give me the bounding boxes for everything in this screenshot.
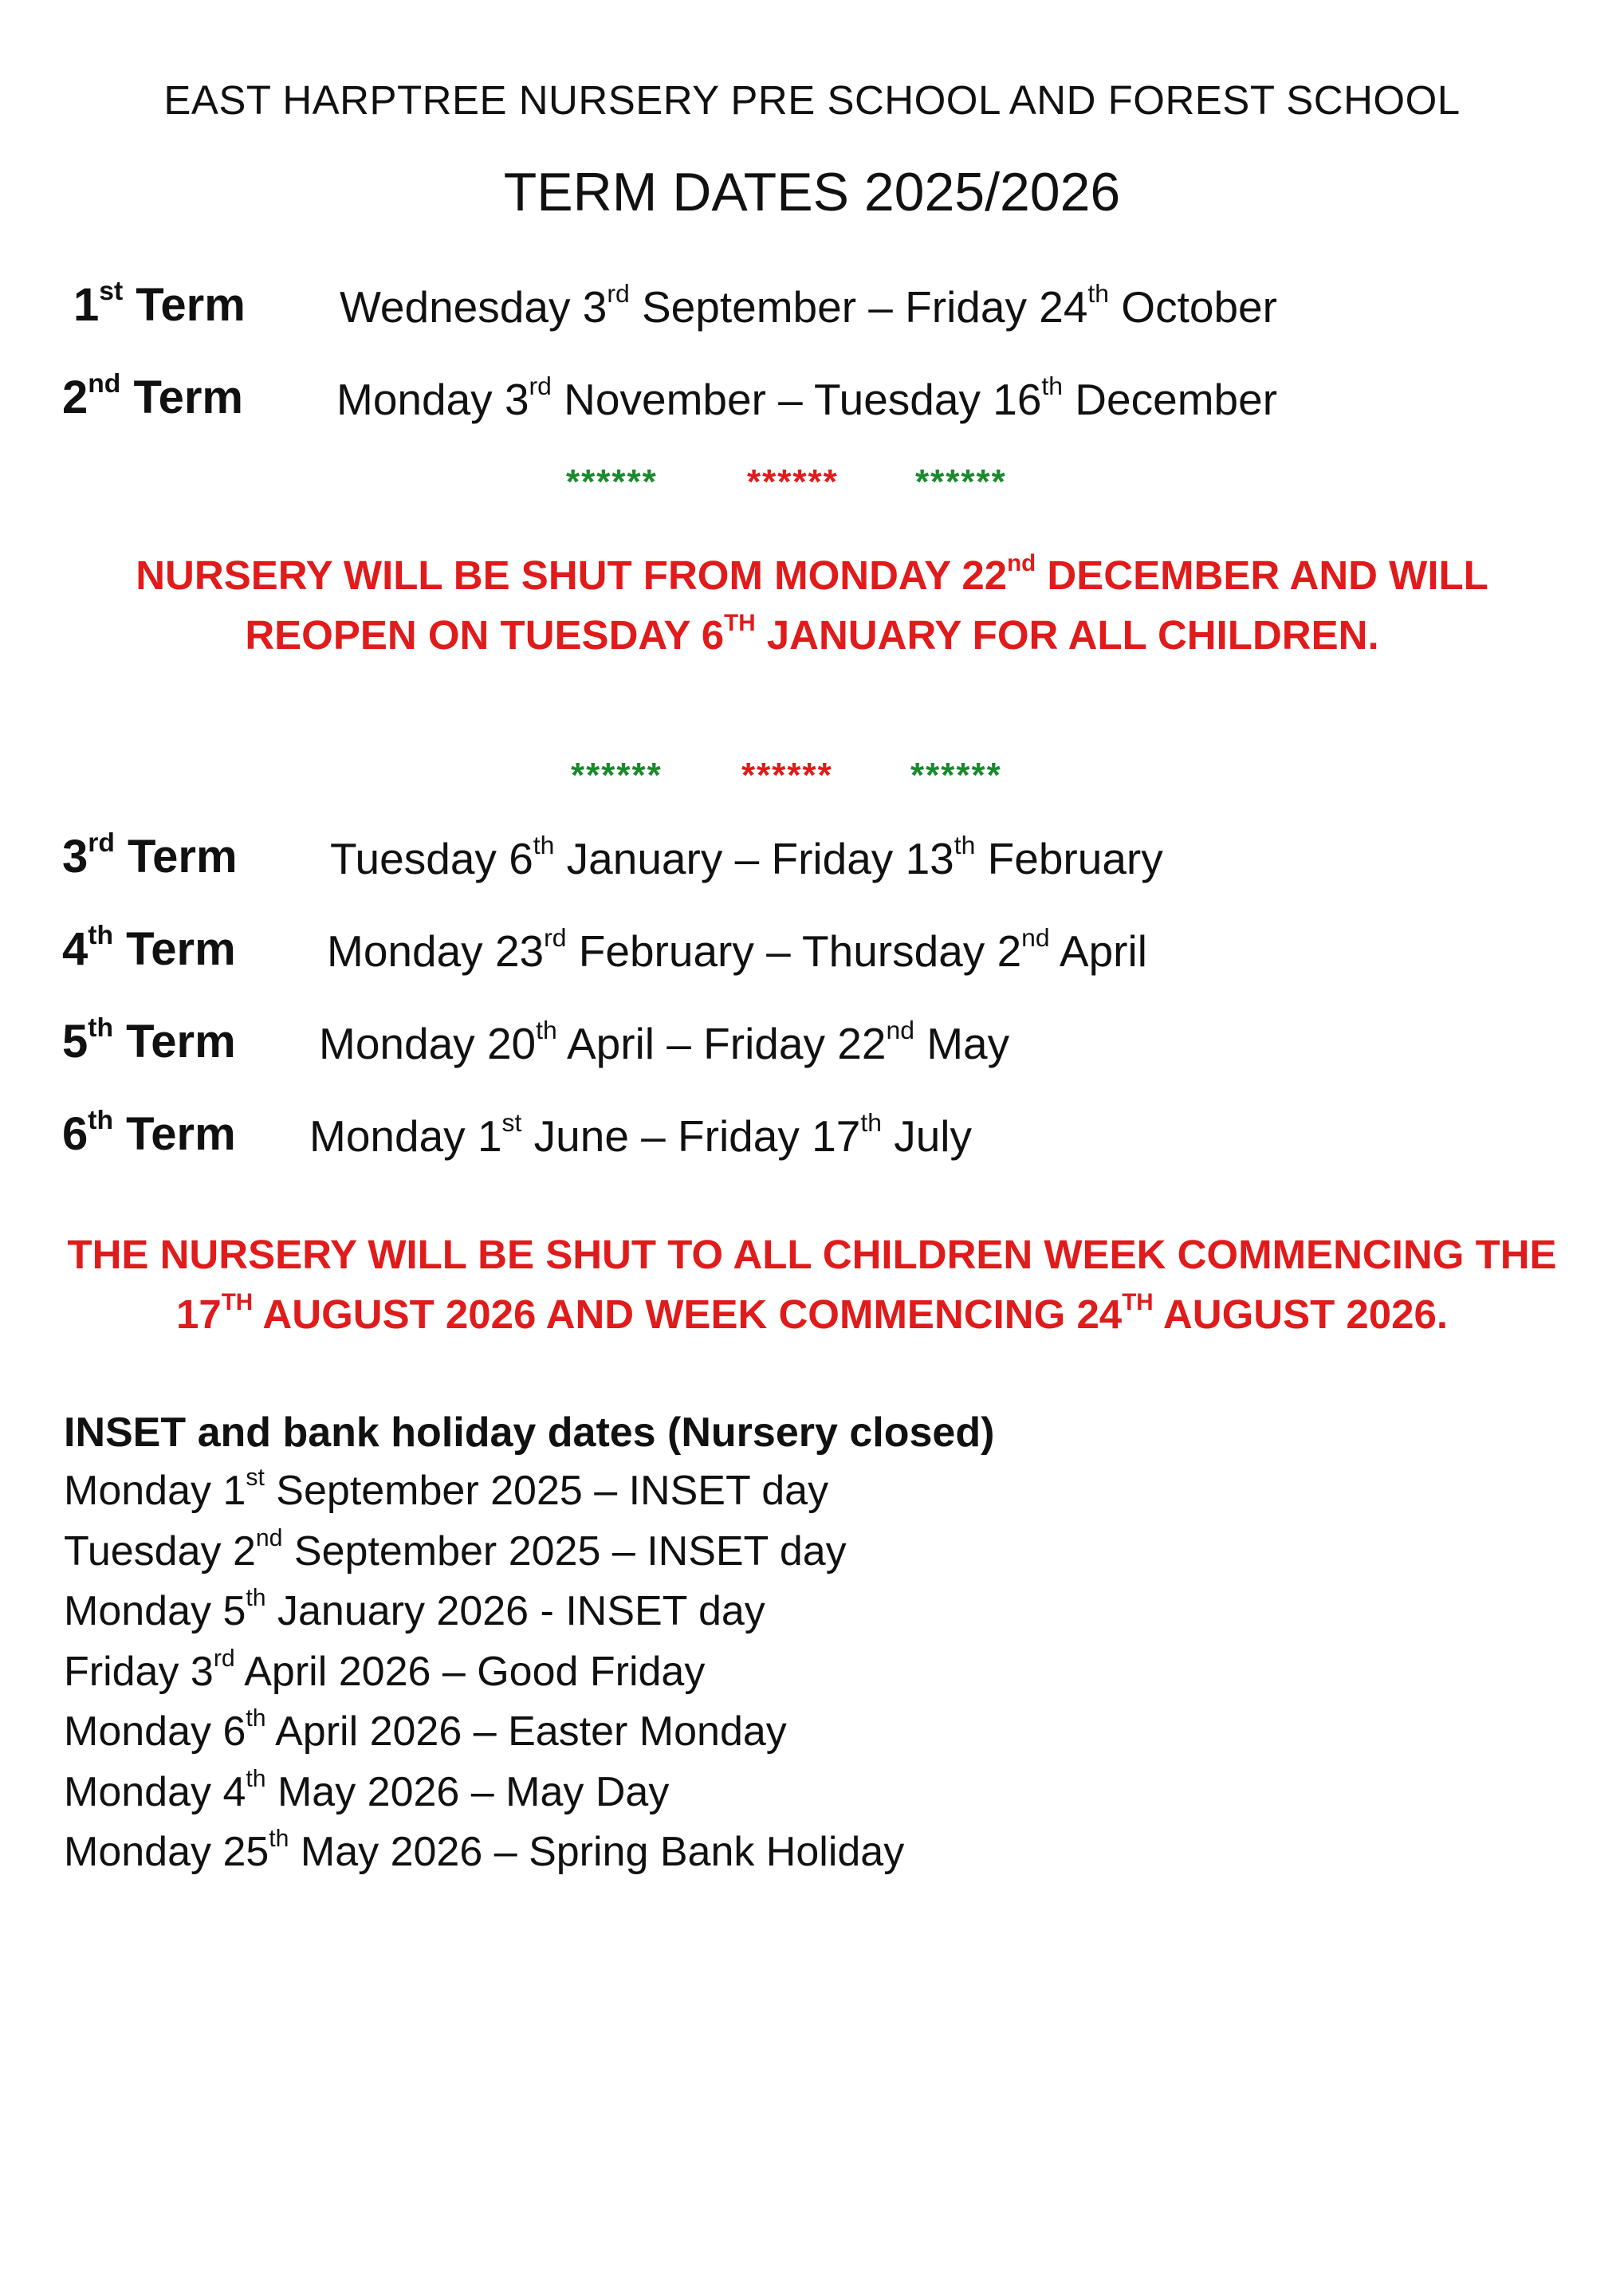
- star-divider-red: ******: [747, 462, 839, 501]
- star-divider-green: ******: [571, 756, 663, 795]
- school-name: EAST HARPTREE NURSERY PRE SCHOOL AND FOREST SCHOOL: [163, 77, 1461, 123]
- inset-list: [64, 1461, 904, 1883]
- term-4-dates: Monday 23rd February – Thursday 2nd April: [327, 923, 1147, 976]
- list-item: Monday 1st September 2025 – INSET day: [64, 1464, 829, 1514]
- term-2-label: 2nd Term: [62, 368, 243, 423]
- term-5-label: 5th Term: [62, 1012, 236, 1067]
- star-divider-green: ******: [915, 462, 1007, 501]
- term-6-dates: Monday 1st June – Friday 17th July: [309, 1108, 973, 1161]
- notice-line: NURSERY WILL BE SHUT FROM MONDAY 22nd DECEMBER AND WILL: [136, 549, 1488, 598]
- christmas-closure-notice: [0, 545, 1624, 665]
- notice-line: REOPEN ON TUESDAY 6TH JANUARY FOR ALL CHILDREN.: [245, 609, 1379, 658]
- term-1-label: 1st Term: [73, 276, 246, 331]
- summer-closure-notice: [0, 1225, 1624, 1344]
- list-item: Monday 6th April 2026 – Easter Monday: [64, 1705, 787, 1755]
- term-1-dates: Wednesday 3rd September – Friday 24th October: [340, 279, 1277, 332]
- inset-heading: INSET and bank holiday dates (Nursery closed): [64, 1409, 995, 1456]
- list-item: Friday 3rd April 2026 – Good Friday: [64, 1645, 706, 1695]
- list-item: Monday 4th May 2026 – May Day: [64, 1765, 670, 1815]
- notice-line: THE NURSERY WILL BE SHUT TO ALL CHILDREN WEEK COMMENCING THE: [67, 1232, 1557, 1277]
- star-divider-green: ******: [910, 756, 1002, 795]
- star-divider-red: ******: [741, 756, 833, 795]
- list-item: Monday 5th January 2026 - INSET day: [64, 1585, 765, 1634]
- term-3-dates: Tuesday 6th January – Friday 13th February: [330, 831, 1163, 883]
- list-item: Monday 25th May 2026 – Spring Bank Holiday: [64, 1826, 905, 1875]
- term-3-label: 3rd Term: [62, 828, 238, 883]
- page-title: TERM DATES 2025/2026: [503, 162, 1121, 222]
- list-item: Tuesday 2nd September 2025 – INSET day: [64, 1524, 847, 1575]
- term-4-label: 4th Term: [62, 920, 236, 975]
- term-5-dates: Monday 20th April – Friday 22nd May: [319, 1016, 1010, 1068]
- notice-line: 17TH AUGUST 2026 AND WEEK COMMENCING 24TH AUGUST 2026.: [175, 1288, 1449, 1337]
- term-6-label: 6th Term: [62, 1105, 236, 1160]
- term-2-dates: Monday 3rd November – Tuesday 16th December: [336, 372, 1278, 424]
- star-divider-green: ******: [566, 462, 658, 501]
